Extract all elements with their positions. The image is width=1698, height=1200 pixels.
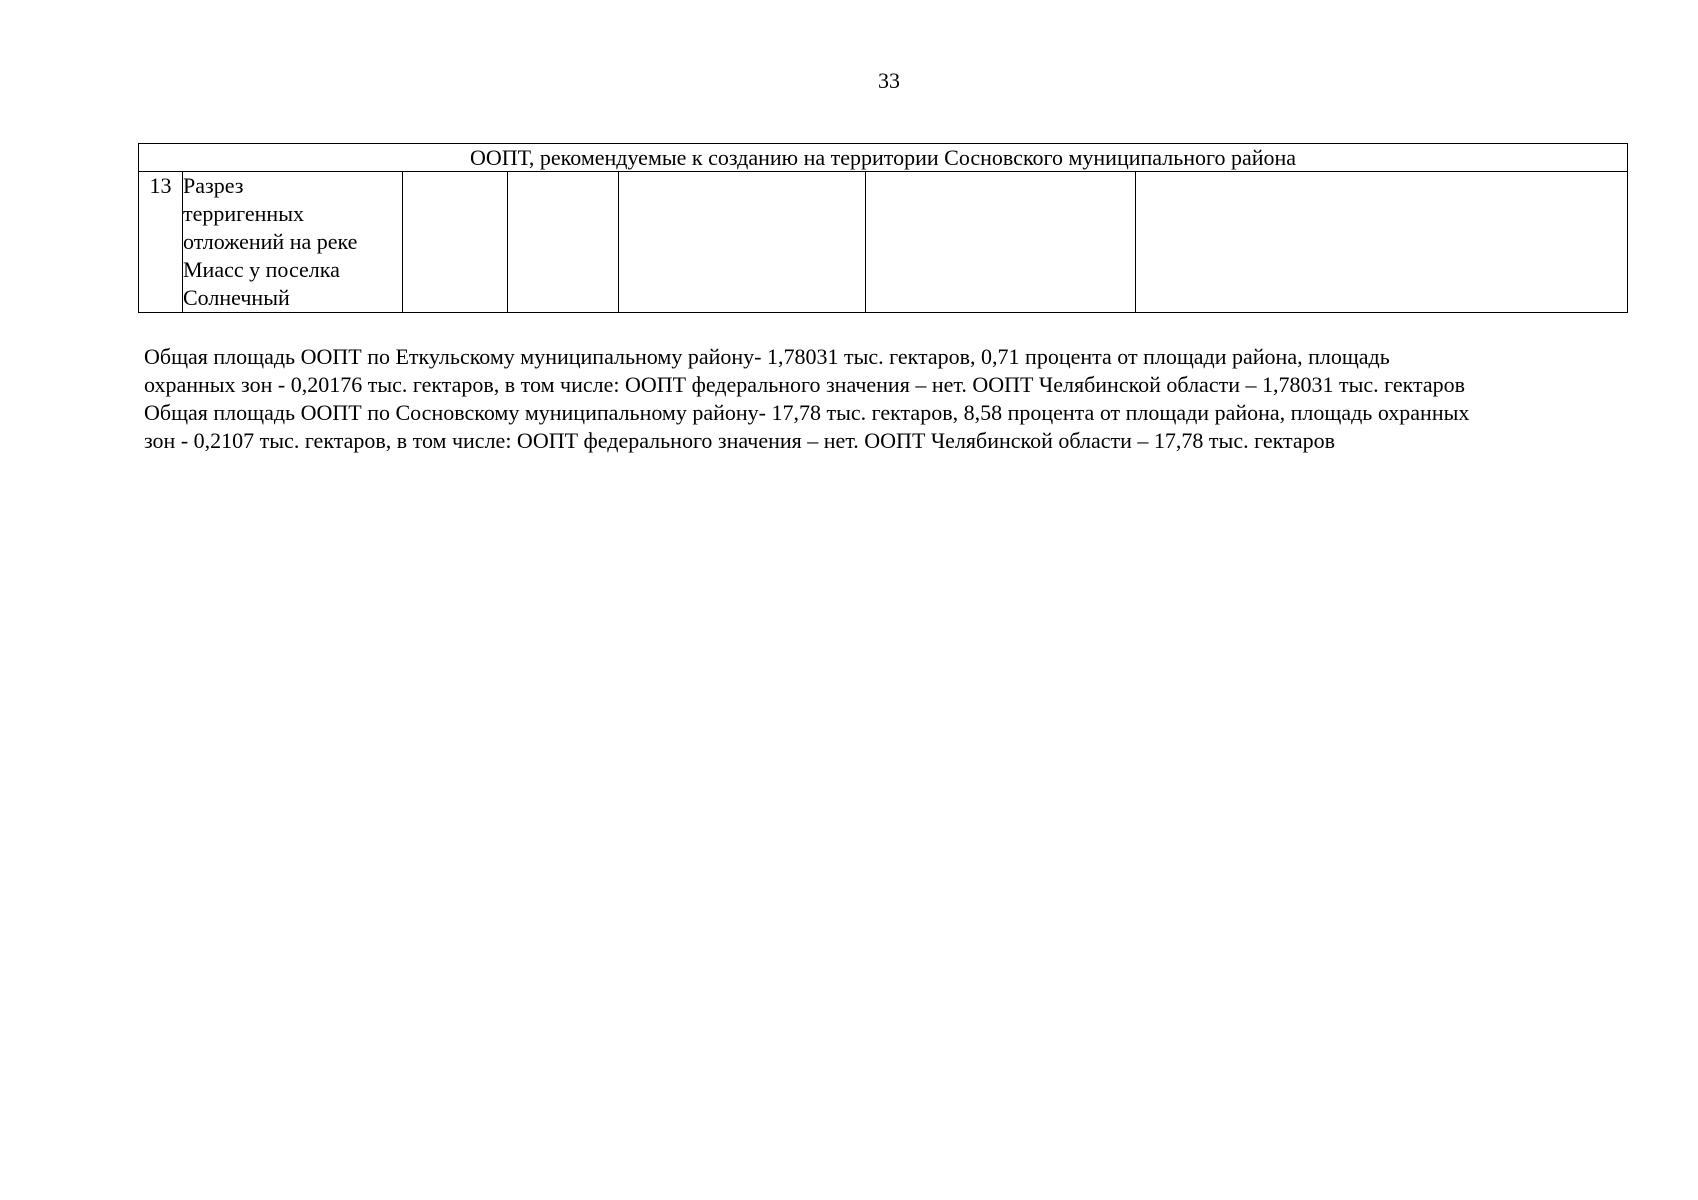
table-cell	[866, 172, 1136, 313]
table-cell	[1136, 172, 1628, 313]
summary-line: Общая площадь ООПТ по Еткульскому муниципальному району- 1,78031 тыс. гектаров, 0,71 процента от площади района, площадь	[144, 344, 1390, 369]
oopt-table	[138, 143, 1628, 313]
table-cell	[508, 172, 619, 313]
row-name-line: Миасс у поселка	[183, 257, 340, 282]
row-name	[183, 172, 403, 313]
section-header: ООПТ, рекомендуемые к созданию на территории Сосновского муниципального района	[139, 144, 1628, 172]
summary-paragraph	[144, 343, 1644, 455]
section-header-row	[139, 144, 1628, 172]
oopt-table-container	[138, 143, 1627, 313]
row-name-line: отложений на реке	[183, 229, 358, 254]
row-name-line: терригенных	[183, 201, 304, 226]
page-number: 33	[878, 68, 900, 93]
summary-line: охранных зон - 0,20176 тыс. гектаров, в том числе: ООПТ федерального значения – нет. ООПТ Челябинской области – 1,78031 тыс. гектаров	[144, 372, 1466, 397]
summary-line: Общая площадь ООПТ по Сосновскому муниципальному району- 17,78 тыс. гектаров, 8,58 процента от площади района, площадь охранных	[144, 400, 1470, 425]
table-cell	[619, 172, 866, 313]
table-cell	[403, 172, 508, 313]
row-number: 13	[139, 172, 183, 313]
summary-line: зон - 0,2107 тыс. гектаров, в том числе: ООПТ федерального значения – нет. ООПТ Челябинской области – 17,78 тыс. гектаров	[144, 428, 1336, 453]
row-name-line: Солнечный	[183, 285, 290, 310]
table-row	[139, 172, 1628, 313]
row-name-line: Разрез	[183, 173, 244, 198]
